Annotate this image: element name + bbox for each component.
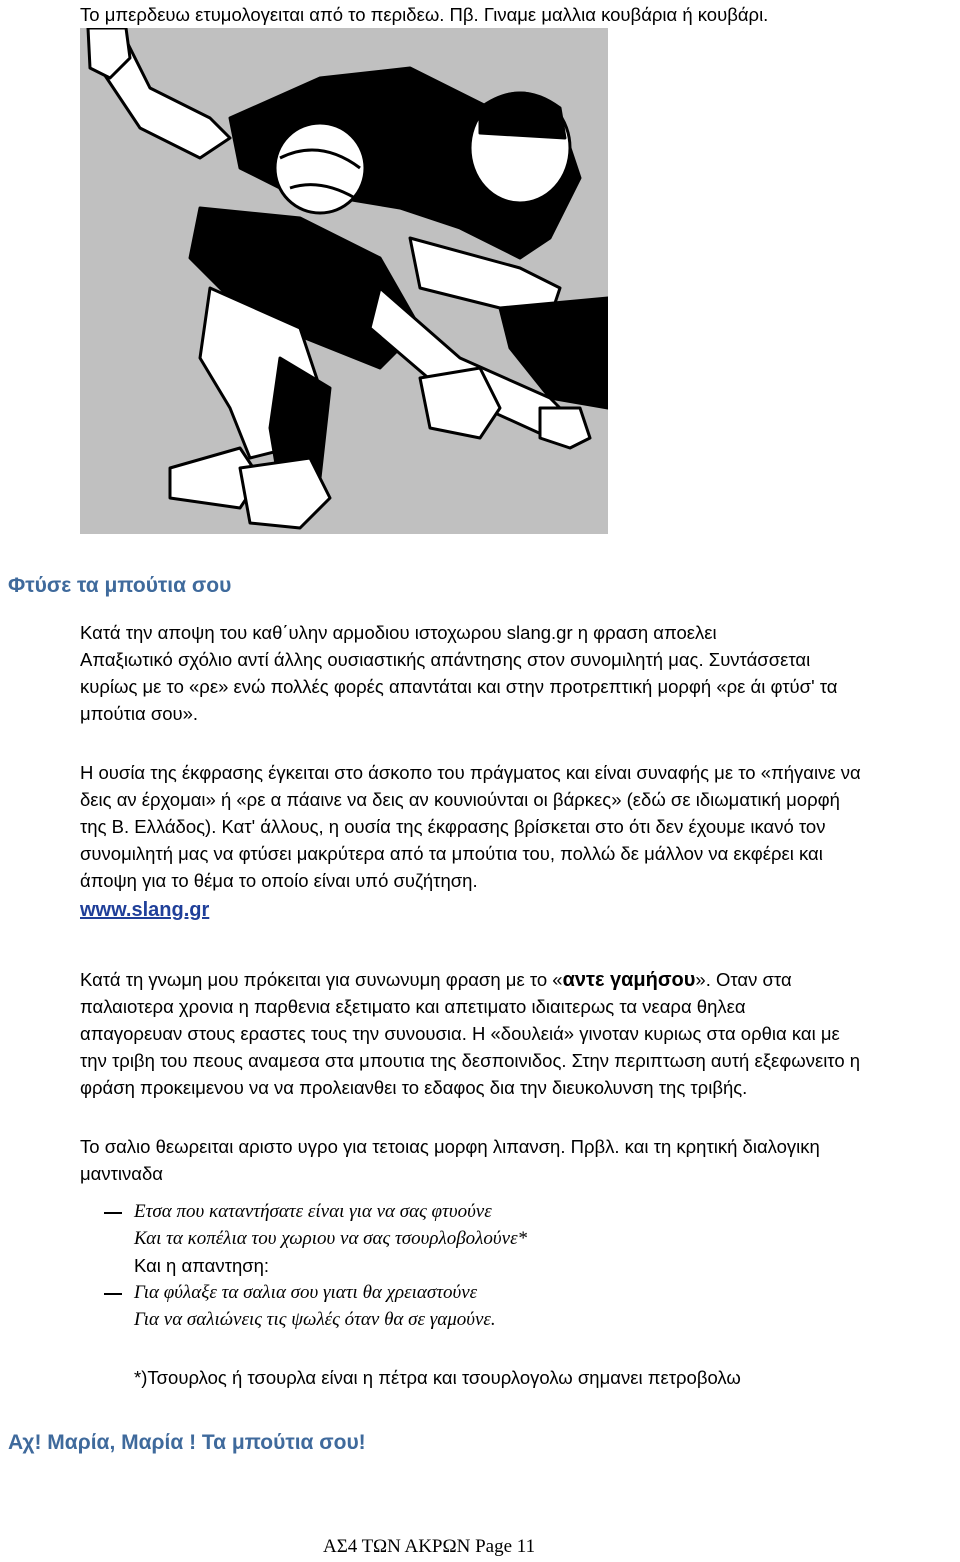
verse2-line-2: Για να σαλιώνεις τις ψωλές όταν θα σε γαμούνε.: [134, 1309, 496, 1330]
para1-line-2: Απαξιωτικό σχόλιο αντί άλλης ουσιαστικής απάντησης στον συνομιλητή μας. Συντάσσεται: [80, 649, 811, 670]
para4-line-1: Το σαλιο θεωρειται αριστο υγρο για τετοιας μορφη λιπανση. Πρβλ. και τη κρητική διαλογικη: [80, 1136, 820, 1157]
para1-line-1: Κατά την αποψη του καθ΄υλην αρμοδιου ιστοχωρου slang.gr η φραση αποελει: [80, 622, 717, 643]
slang-link[interactable]: www.slang.gr: [80, 899, 210, 921]
para3-bold-phrase: αντε γαμήσου: [562, 969, 696, 991]
para1-line-3: κυρίως με το «ρε» ενώ πολλές φορές απαντάται και στην προτρεπτική μορφή «ρε άι φτύσ' τα: [80, 676, 838, 697]
verse2-line-1: Για φύλαξε τα σαλια σου γιατι θα χρειαστούνε: [134, 1282, 478, 1303]
para3-line-4: την τριβη του πεους αναμεσα στα μπουτια της δεσποινιδος. Στην περιπτωση αυτή εξεφωνειτο η: [80, 1050, 861, 1071]
heading-spit-your-thighs: Φτύσε τα μπούτια σου: [8, 574, 232, 597]
verse-dash-2: [104, 1293, 122, 1295]
para2-line-4: συνομιλητή μας να φτύσει μακρύτερα από τα μπούτια του, πολλώ δε μάλλον να εκφέρει και: [80, 843, 823, 864]
verse1-line-1: Ετσα που καταντήσατε είναι για να σας φτυούνε: [134, 1201, 492, 1222]
para2-line-1: Η ουσία της έκφρασης έγκειται στο άσκοπο του πράγματος και είναι συναφής με το «πήγαινε να: [80, 762, 861, 783]
para3-line-1-start: Κατά τη γνωμη μου πρόκειται για συνωνυμη φραση με το «: [80, 969, 563, 990]
footnote: *)Τσουρλος ή τσουρλα είναι η πέτρα και τσουρλογολω σημανει πετροβολω: [134, 1367, 741, 1388]
para2-line-2: δεις αν έρχομαι» ή «ρε α πάαινε να δεις αν κουνιούνται οι βάρκες» (εδώ σε ιδιωματική μορφή: [80, 789, 840, 810]
slang-link-line: [80, 899, 209, 921]
para3-line-3: απαγορευαν στους εραστες τους την συνουσια. Η «δουλειά» γινοταν κυριως στα ορθια και με: [80, 1023, 840, 1044]
para3-line-1: [80, 969, 792, 991]
intro-line: Το μπερδευω ετυμολογειται από το περιδεω. Πβ. Γιναμε μαλλια κουβάρια ή κουβάρι.: [80, 4, 769, 25]
para3-line-5: φράση προκειμενου να να προλειανθει το εδαφος δια την διευκολυνση της τριβής.: [80, 1077, 748, 1098]
heading-maria: Αχ! Μαρία, Μαρία ! Τα μπούτια σου!: [8, 1431, 366, 1454]
verse-answer-label: Και η απαντηση:: [134, 1255, 270, 1276]
verse1-line-2: Και τα κοπέλια του χωριου να σας τσουρλοβολούνε*: [134, 1228, 528, 1249]
para3-line-1-end: ». Οταν στα: [695, 969, 792, 990]
page-footer: ΑΣ4 ΤΩΝ ΑΚΡΩΝ Page 11: [323, 1536, 536, 1557]
verse-dash-1: [104, 1212, 122, 1214]
para2-line-3: της Β. Ελλάδος). Κατ' άλλους, η ουσία της έκφρασης βρίσκεται στο ότι δεν έχουμε ικανό τον: [80, 816, 826, 837]
para1-line-4: μπούτια σου».: [80, 703, 199, 724]
para2-line-5: άποψη για το θέμα το οποίο είναι υπό συζήτηση.: [80, 870, 478, 891]
wrestlers-illustration: [80, 28, 608, 534]
para3-line-2: παλαιοτερα χρονια η παρθενια εξετιματο και απετιματο ιδιαιτερως τα νεαρα θηλεα: [80, 996, 746, 1017]
wrestlers-drawing: [80, 28, 608, 534]
para4-line-2: μαντιναδα: [80, 1163, 163, 1184]
